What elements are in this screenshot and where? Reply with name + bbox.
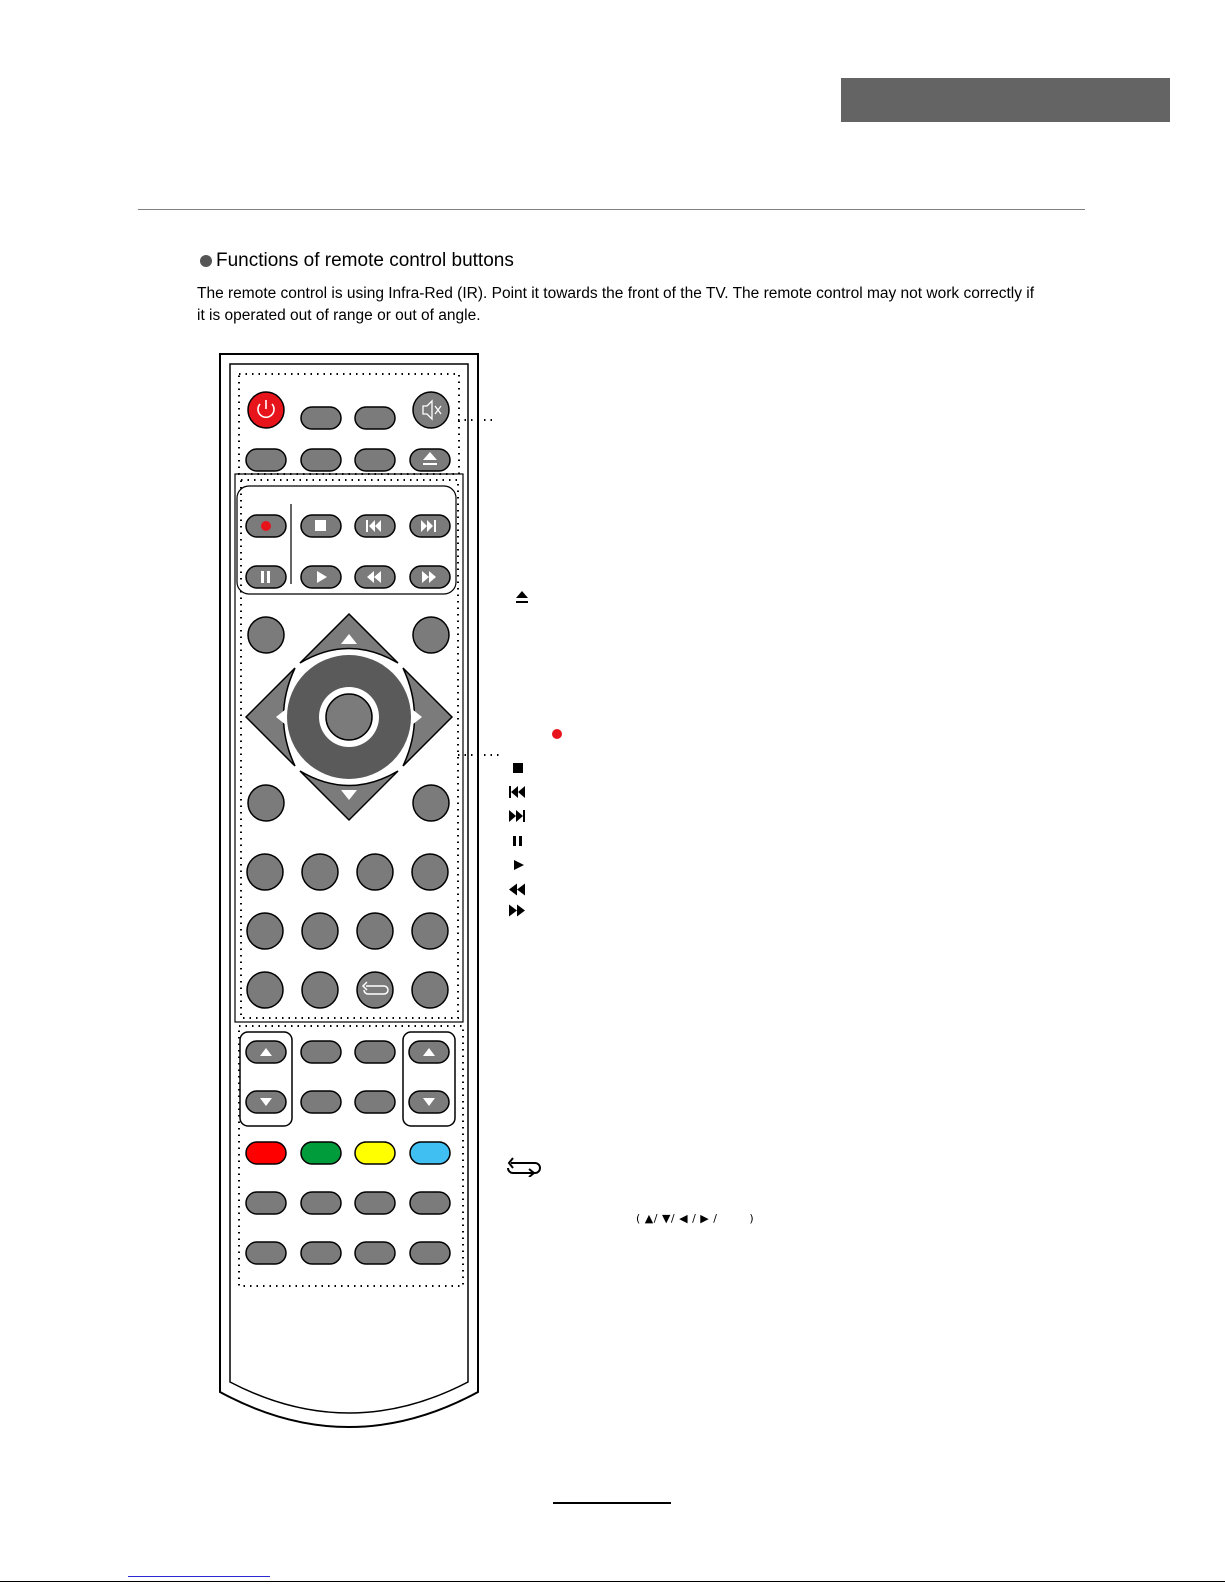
section-divider xyxy=(138,209,1085,210)
play-icon xyxy=(513,859,525,871)
remote-control-illustration xyxy=(210,352,510,1472)
header-bar xyxy=(841,78,1170,122)
fast-forward-icon xyxy=(508,904,526,917)
return-button xyxy=(357,972,393,1008)
record-icon xyxy=(551,728,563,740)
fast-forward-button xyxy=(410,566,450,588)
section-heading xyxy=(200,250,514,272)
stop-icon xyxy=(512,762,524,774)
play-button xyxy=(301,566,341,588)
intro-paragraph: The remote control is using Infra-Red (IR). Point it towards the front of the TV. The remote control may not work correctly if it is operated out of range or out of angle. xyxy=(197,285,1035,324)
next-button xyxy=(410,515,450,537)
channel-up-button xyxy=(409,1041,449,1063)
previous-icon xyxy=(508,785,528,799)
return-icon xyxy=(505,1155,541,1177)
record-button xyxy=(246,515,286,537)
rewind-icon xyxy=(508,883,526,896)
pause-button xyxy=(246,566,286,588)
rewind-button xyxy=(355,566,395,588)
yellow-key xyxy=(355,1142,395,1164)
volume-down-button xyxy=(246,1091,286,1113)
channel-down-button xyxy=(409,1091,449,1113)
eject-icon xyxy=(514,589,530,605)
next-icon xyxy=(508,809,528,823)
pause-icon xyxy=(512,835,524,847)
navigation-hint: ( ▲/ ▼/ ◀ / ▶ / ) xyxy=(636,1212,755,1225)
volume-up-button xyxy=(246,1041,286,1063)
section-title-text: Functions of remote control buttons xyxy=(216,250,514,271)
stop-button xyxy=(301,515,341,537)
bullet-icon xyxy=(200,255,212,267)
footer-rule xyxy=(0,1581,1225,1582)
previous-button xyxy=(355,515,395,537)
power-button xyxy=(248,392,284,428)
blue-key xyxy=(410,1142,450,1164)
red-key xyxy=(246,1142,286,1164)
mute-button xyxy=(413,392,449,428)
footer-link-underline[interactable] xyxy=(128,1576,270,1577)
eject-button xyxy=(410,449,450,471)
green-key xyxy=(301,1142,341,1164)
page-number-rule xyxy=(553,1502,671,1504)
